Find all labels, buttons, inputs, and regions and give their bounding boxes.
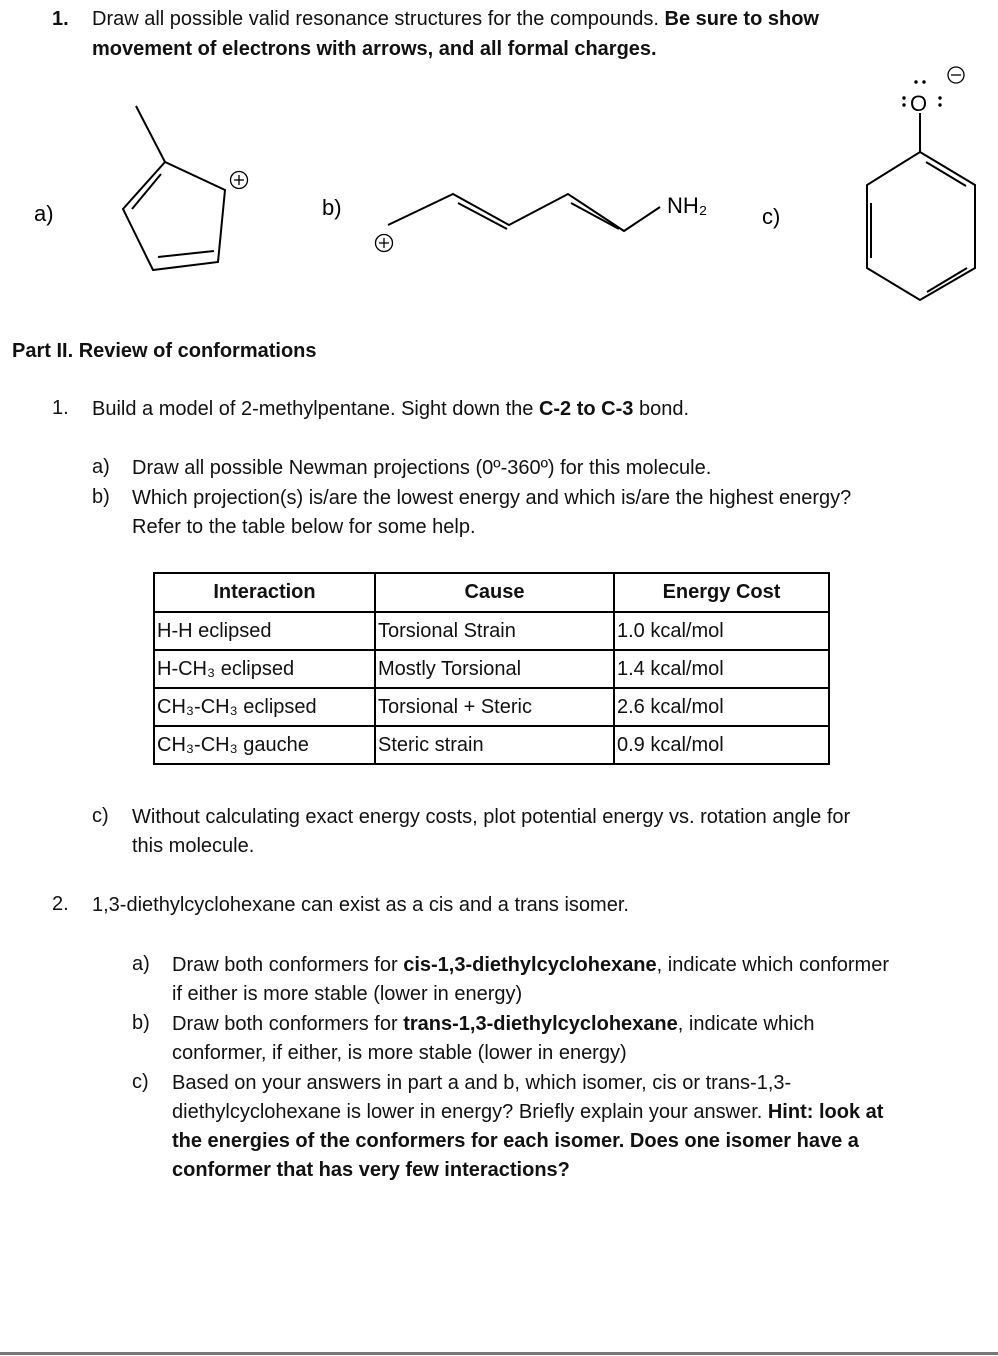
part2-q1-c-text-2: this molecule. (132, 835, 255, 857)
part2-q2-c-text-1: Based on your answers in part a and b, which isomer, cis or trans-1,3- (172, 1072, 792, 1094)
header-interaction: Interaction (154, 573, 375, 612)
table-cell: H-H eclipsed (154, 612, 375, 650)
cis-isomer-name: cis-1,3-diethylcyclohexane (403, 954, 657, 976)
part2-q2-c-text-3: the energies of the conformers for each isomer. Does one isomer have a (172, 1130, 859, 1152)
table-row (154, 612, 829, 650)
table-cell: Torsional Strain (375, 612, 614, 650)
part2-q2-number: 2. (52, 893, 69, 915)
table-header-row (154, 573, 829, 612)
bottom-divider (0, 1352, 998, 1355)
part2-q1-number: 1. (52, 397, 69, 419)
question-1-bold-2: movement of electrons with arrows, and all formal charges. (92, 38, 657, 60)
resonance-structures (0, 0, 998, 340)
header-energy-cost: Energy Cost (614, 573, 829, 612)
table-cell: CH₃-CH₃ eclipsed (154, 688, 375, 726)
trans-isomer-name: trans-1,3-diethylcyclohexane (403, 1013, 678, 1035)
label-a: a) (34, 201, 54, 226)
part2-q2-a-text-1 (172, 951, 889, 980)
part2-q2-b-label: b) (132, 1012, 150, 1034)
part2-q1-c-label: c) (92, 805, 109, 827)
table-cell: Torsional + Steric (375, 688, 614, 726)
part2-q2-a-label: a) (132, 953, 150, 975)
part2-q1-text-a: Build a model of 2-methylpentane. Sight down the (92, 398, 539, 420)
part2-q2-c-text-4: conformer that has very few interactions? (172, 1159, 570, 1181)
table-cell: 1.4 kcal/mol (614, 650, 829, 688)
part2-q1-text-b: bond. (633, 398, 690, 420)
question-1-bold-1: Be sure to show (664, 8, 819, 30)
energy-cost-table (153, 572, 830, 765)
part2-q1-text (92, 395, 689, 424)
label-c: c) (762, 204, 781, 229)
table-cell: CH₃-CH₃ gauche (154, 726, 375, 764)
part2-q1-bond: C-2 to C-3 (538, 398, 634, 420)
table-row (154, 726, 829, 764)
part2-q1-a-label: a) (92, 456, 110, 478)
table-cell: Mostly Torsional (375, 650, 614, 688)
amino-group: NH₂ (667, 193, 708, 218)
part2-q2-b-text-1 (172, 1010, 815, 1039)
part2-q1-b-label: b) (92, 486, 110, 508)
part2-q2-a-text-2: if either is more stable (lower in energy) (172, 983, 523, 1005)
part2-q2-a-text-1c: , indicate which conformer (656, 954, 889, 976)
part2-q2-c-label: c) (132, 1071, 149, 1093)
part2-q1-b-text-1: Which projection(s) is/are the lowest energy and which is/are the highest energy? (132, 487, 852, 509)
hint-label: Hint: look at (767, 1101, 884, 1123)
table-row (154, 688, 829, 726)
part-2-title: Part II. Review of conformations (12, 340, 317, 362)
part2-q2-b-text-1a: Draw both conformers for (172, 1013, 404, 1035)
part2-q2-c-text-2 (172, 1098, 883, 1127)
table-cell: H-CH₃ eclipsed (154, 650, 375, 688)
label-b: b) (322, 195, 342, 220)
part2-q2-b-text-2: conformer, if either, is more stable (lower in energy) (172, 1042, 627, 1064)
table-cell: 0.9 kcal/mol (614, 726, 829, 764)
part2-q1-c-text-1: Without calculating exact energy costs, plot potential energy vs. rotation angle for (132, 806, 851, 828)
part2-q1-b-text-2: Refer to the table below for some help. (132, 516, 476, 538)
part2-q2-b-text-1c: , indicate which (677, 1013, 815, 1035)
table-cell: 1.0 kcal/mol (614, 612, 829, 650)
question-1-text: Draw all possible valid resonance structures for the compounds. (92, 8, 665, 30)
part2-q2-text: 1,3-diethylcyclohexane can exist as a cis and a trans isomer. (92, 894, 629, 916)
table-row (154, 650, 829, 688)
table-cell: 2.6 kcal/mol (614, 688, 829, 726)
part2-q1-a-text: Draw all possible Newman projections (0º-360º) for this molecule. (132, 457, 712, 479)
table-cell: Steric strain (375, 726, 614, 764)
structure-a-cyclopentenyl-cation (123, 106, 248, 270)
oxygen-atom: O (910, 91, 928, 116)
part2-q2-c-text-2a: diethylcyclohexane is lower in energy? Briefly explain your answer. (172, 1101, 768, 1123)
part2-q2-a-text-1a: Draw both conformers for (172, 954, 404, 976)
header-cause: Cause (375, 573, 614, 612)
structure-b-aminodiene-cation (376, 194, 661, 252)
question-1-number: 1. (52, 8, 69, 30)
